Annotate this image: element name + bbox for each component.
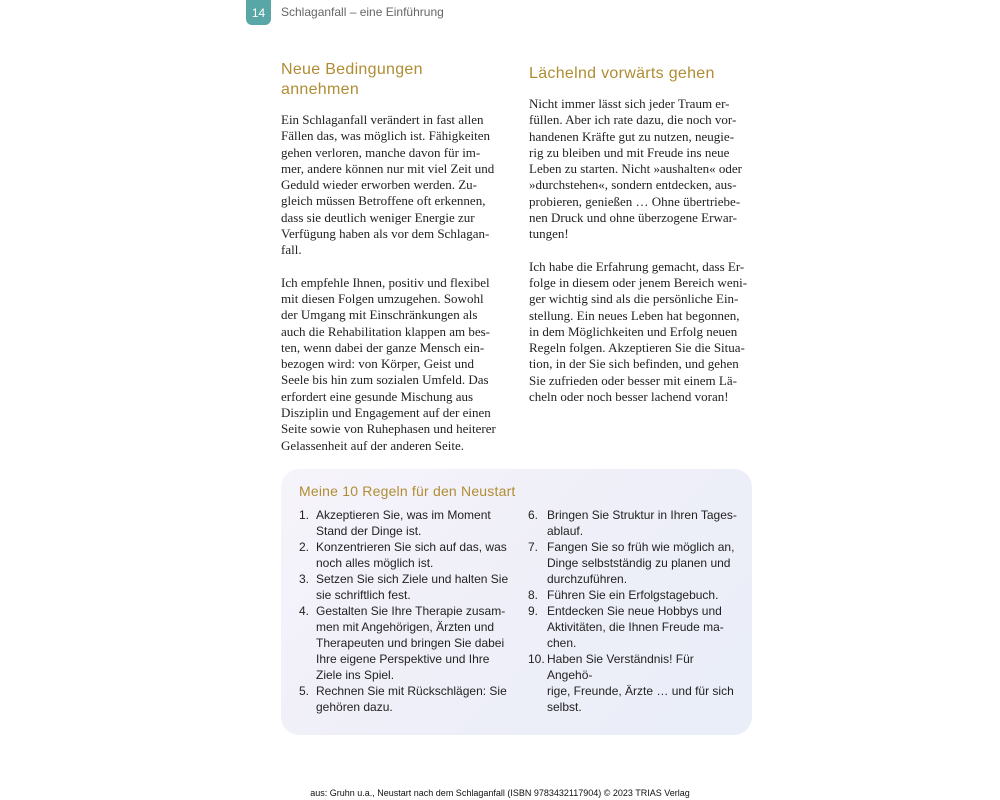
right-paragraph-2: Ich habe die Erfahrung gemacht, dass Er- folge in diesem oder jenem Bereich weni- ger wichtig sind als die persönliche Ein- stellung. Ein neues Leben hat begonnen, in dem Möglichkeiten und Erfolg neuen Regeln folgen. Akzeptieren Sie die Situa- tion, in der Sie sich befinden, und gehen Sie zufrieden oder besser mit einem Lä- cheln oder noch besser lachend voran! (529, 258, 748, 405)
rule-text: Akzeptieren Sie, was im Moment Stand der Dinge ist. (316, 508, 491, 538)
rule-item (528, 587, 738, 603)
rule-text: Haben Sie Verständnis! Für Angehö- rige, Freunde, Ärzte … und für sich selbst. (547, 652, 734, 714)
rule-text: Setzen Sie sich Ziele und halten Sie sie schriftlich fest. (316, 572, 509, 602)
rule-item (299, 603, 509, 683)
left-column (281, 60, 511, 454)
running-title: Schlaganfall – eine Einführung (281, 5, 444, 19)
rule-number: 7. (528, 540, 539, 554)
rule-item (528, 539, 738, 587)
rule-number: 8. (528, 588, 539, 602)
rule-number: 1. (299, 508, 310, 522)
right-column (529, 64, 759, 405)
left-paragraph-1: Ein Schlaganfall verändert in fast allen Fällen das, was möglich ist. Fähigkeiten gehen verloren, manche davon für im- mer, andere können nur mit viel Zeit und Geduld wieder erworben werden. Zu- gleich müssen Betroffene oft erkennen, dass sie deutlich weniger Energie zur Verfügung haben als vor dem Schlagan- fall. (281, 112, 495, 258)
rule-number: 6. (528, 508, 539, 522)
page-number-badge (246, 0, 271, 25)
rules-list-right (528, 507, 738, 715)
rule-text: Konzentrieren Sie sich auf das, was noch alles möglich ist. (316, 540, 507, 570)
right-heading: Lächelnd vorwärts gehen (529, 65, 715, 82)
rules-box-title: Meine 10 Regeln für den Neustart (299, 483, 516, 499)
left-paragraph-2: Ich empfehle Ihnen, positiv und flexibel mit diesen Folgen umzugehen. Sowohl der Umgang mit Einschränkungen als auch die Rehabilitation klappen am bes- ten, wenn dabei der ganze Mensch ein- bezogen wird: von Körper, Geist und Seele bis hin zum sozialen Umfeld. Das erfordert eine gesunde Mischung aus Disziplin und Engagement auf der einen Seite sowie von Ruhephasen und heiterer Gelassenheit auf der anderen Seite. (281, 274, 496, 453)
rules-list-left (299, 507, 509, 715)
rule-item (299, 539, 509, 571)
rule-number: 3. (299, 572, 310, 586)
right-paragraph-1: Nicht immer lässt sich jeder Traum er- füllen. Aber ich rate dazu, die noch vor- handenen Kräfte gut zu nutzen, neugie- rig zu bleiben und mit Freude ins neue Leben zu starten. Nicht »aushalten« oder »durchstehen«, sondern entdecken, aus- probieren, genießen … Ohne übertriebe- nen Druck und ohne überzogene Erwar- tungen! (529, 96, 742, 242)
left-heading: Neue Bedingungen annehmen (281, 61, 423, 98)
rule-item (299, 507, 509, 539)
rule-text: Gestalten Sie Ihre Therapie zusam- men mit Angehörigen, Ärzten und Therapeuten und bringen Sie dabei Ihre eigene Perspektive und Ihre Ziele ins Spiel. (316, 604, 506, 682)
rule-item (299, 683, 509, 715)
rule-number: 9. (528, 604, 539, 618)
rules-box (281, 469, 752, 735)
rule-number: 2. (299, 540, 310, 554)
rule-text: Entdecken Sie neue Hobbys und Aktivitäten, die Ihnen Freude ma- chen. (547, 604, 724, 650)
rule-text: Bringen Sie Struktur in Ihren Tages- ablauf. (547, 508, 737, 538)
rule-number: 5. (299, 684, 310, 698)
rule-item (528, 651, 738, 715)
rule-text: Führen Sie ein Erfolgstagebuch. (547, 588, 719, 602)
rule-number: 10. (528, 652, 545, 666)
rule-item (528, 603, 738, 651)
rule-number: 4. (299, 604, 310, 618)
rule-item (528, 507, 738, 539)
rule-text: Rechnen Sie mit Rückschlägen: Sie gehören dazu. (316, 684, 507, 714)
page-number: 14 (251, 5, 266, 20)
rule-text: Fangen Sie so früh wie möglich an, Dinge selbstständig zu planen und durchzuführen. (547, 540, 735, 586)
rule-item (299, 571, 509, 603)
footer-citation: aus: Gruhn u.a., Neustart nach dem Schlaganfall (ISBN 9783432117904) © 2023 TRIAS Verlag (310, 788, 690, 798)
